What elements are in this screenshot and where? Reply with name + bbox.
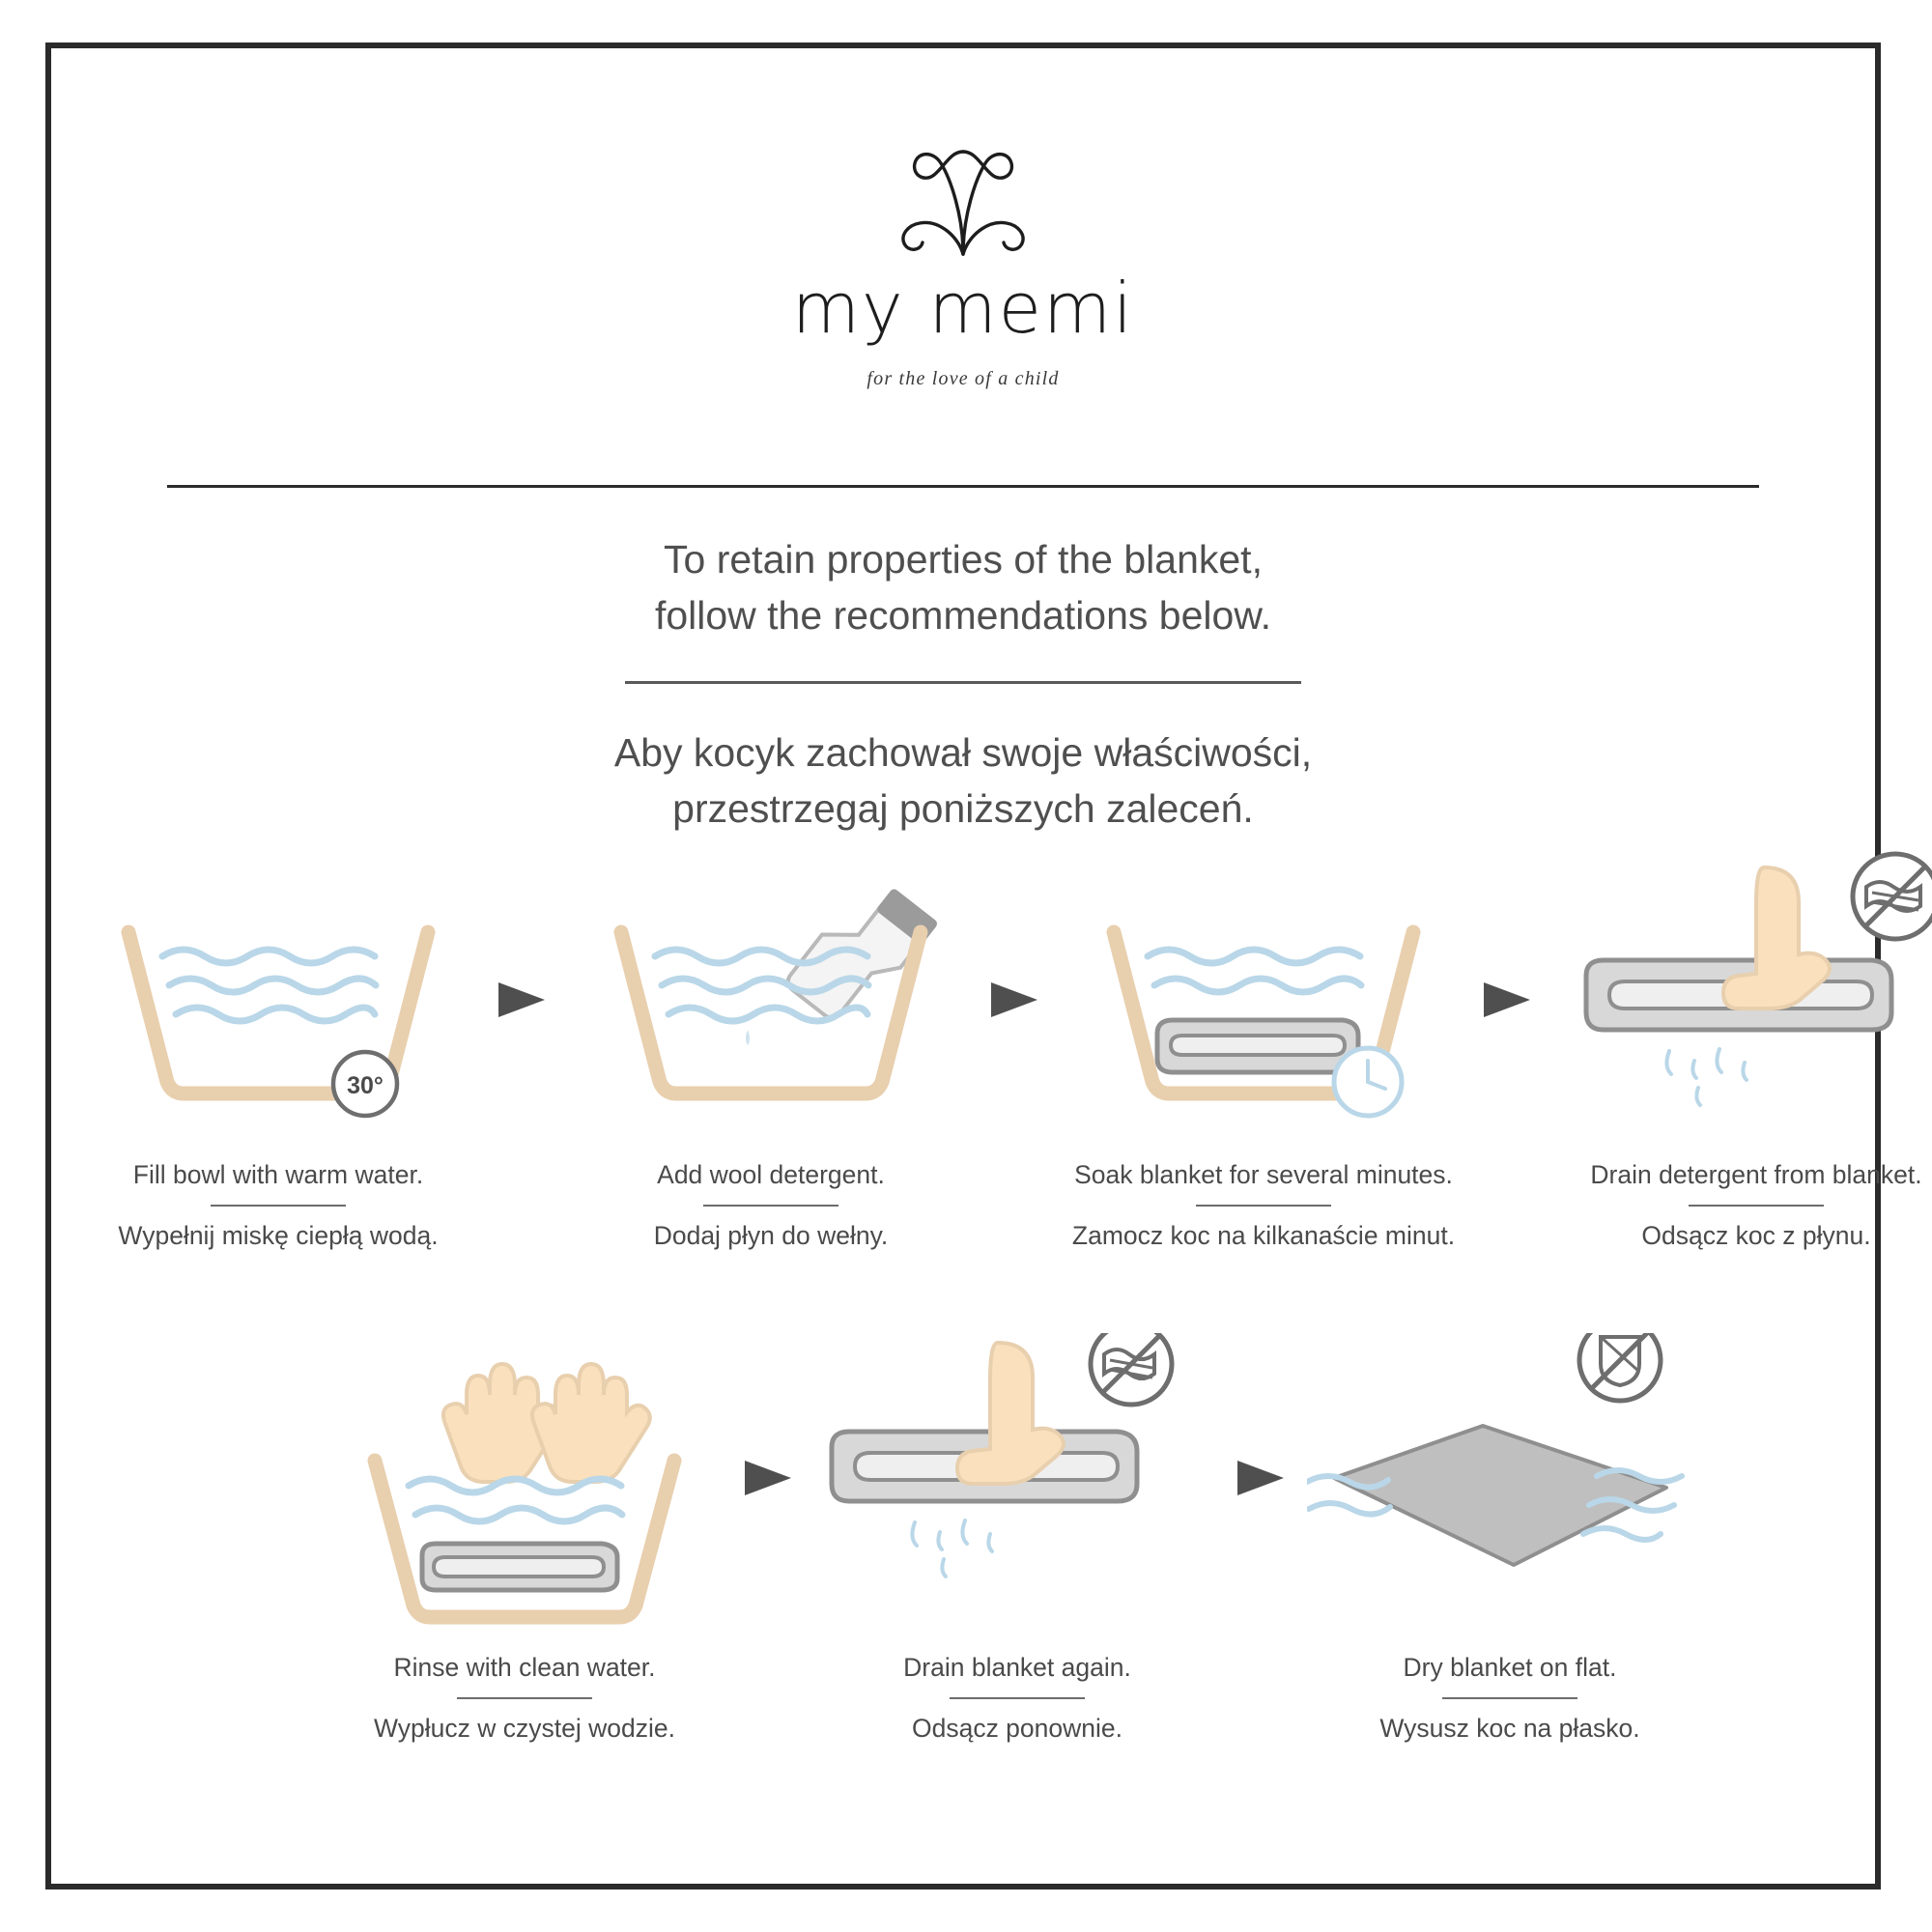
caption-polish: Dodaj płyn do wełny. xyxy=(653,1221,889,1251)
svg-text:30°: 30° xyxy=(347,1072,384,1099)
arrow-right-icon xyxy=(1466,840,1553,1159)
steps-row-1 xyxy=(109,840,1925,1252)
step-caption xyxy=(810,1652,1225,1745)
caption-english: Dry blanket on flat. xyxy=(1403,1653,1617,1682)
dry-flat-no-hanging-icon xyxy=(1307,1333,1713,1652)
intro-english xyxy=(51,531,1875,643)
step-fill-bowl xyxy=(75,840,481,1252)
step-drain-again xyxy=(814,1333,1220,1745)
step-soak-blanket xyxy=(1061,840,1466,1252)
rinse-hands-in-bowl-icon xyxy=(322,1333,727,1652)
caption-english: Fill bowl with warm water. xyxy=(132,1160,424,1189)
step-caption xyxy=(1302,1652,1718,1745)
caption-divider xyxy=(1689,1205,1824,1207)
caption-english: Add wool detergent. xyxy=(657,1160,885,1189)
intro-english-line-1: To retain properties of the blanket, xyxy=(664,537,1263,582)
press-blanket-no-wring-icon xyxy=(814,1333,1220,1652)
caption-divider xyxy=(457,1697,592,1699)
caption-polish: Zamocz koc na kilkanaście minut. xyxy=(1071,1221,1456,1251)
arrow-right-icon xyxy=(974,840,1061,1159)
caption-divider xyxy=(1196,1205,1331,1207)
brand-header xyxy=(51,140,1875,390)
brand-name: my memi xyxy=(791,268,1135,349)
step-dry-flat xyxy=(1307,1333,1713,1745)
step-caption xyxy=(317,1652,732,1745)
intro-polish xyxy=(51,724,1875,837)
arrow-right-icon xyxy=(481,840,568,1159)
caption-polish: Odsącz koc z płynu. xyxy=(1641,1221,1871,1251)
caption-english: Drain detergent from blanket. xyxy=(1590,1160,1922,1189)
caption-divider xyxy=(211,1205,346,1207)
caption-polish: Wypłucz w czystej wodzie. xyxy=(374,1714,675,1744)
step-caption xyxy=(563,1159,979,1252)
bowl-soaking-blanket-timer-icon xyxy=(1061,840,1466,1159)
caption-english: Soak blanket for several minutes. xyxy=(1074,1160,1453,1189)
arrow-right-icon xyxy=(727,1333,814,1623)
intro-english-line-2: follow the recommendations below. xyxy=(654,593,1272,639)
step-rinse-clean-water xyxy=(322,1333,727,1745)
caption-english: Rinse with clean water. xyxy=(393,1653,656,1682)
intro-divider xyxy=(625,681,1301,684)
caption-english: Drain blanket again. xyxy=(903,1653,1131,1682)
intro-polish-line-1: Aby kocyk zachował swoje właściwości, xyxy=(613,730,1313,775)
poster-frame xyxy=(45,43,1922,1889)
caption-polish: Odsącz ponownie. xyxy=(911,1714,1123,1744)
press-blanket-no-wring-icon xyxy=(1553,840,1932,1159)
step-caption xyxy=(1056,1159,1471,1252)
bowl-with-detergent-icon xyxy=(568,840,974,1159)
caption-polish: Wypełnij miskę ciepłą wodą. xyxy=(118,1221,439,1251)
arrow-right-icon xyxy=(1220,1333,1307,1623)
step-drain-detergent xyxy=(1553,840,1932,1252)
step-add-detergent xyxy=(568,840,974,1252)
caption-polish: Wysusz koc na płasko. xyxy=(1379,1714,1640,1744)
mymemi-monogram-icon xyxy=(881,140,1045,266)
caption-divider xyxy=(703,1205,838,1207)
intro-polish-line-2: przestrzegaj poniższych zaleceń. xyxy=(672,786,1254,832)
step-caption xyxy=(1548,1159,1932,1252)
header-divider xyxy=(167,485,1759,488)
wash-bowl-30-degrees-icon xyxy=(75,840,481,1159)
brand-tagline: for the love of a child xyxy=(867,368,1060,389)
caption-divider xyxy=(950,1697,1085,1699)
step-caption xyxy=(71,1159,486,1252)
caption-divider xyxy=(1442,1697,1577,1699)
steps-row-2 xyxy=(331,1333,1703,1745)
